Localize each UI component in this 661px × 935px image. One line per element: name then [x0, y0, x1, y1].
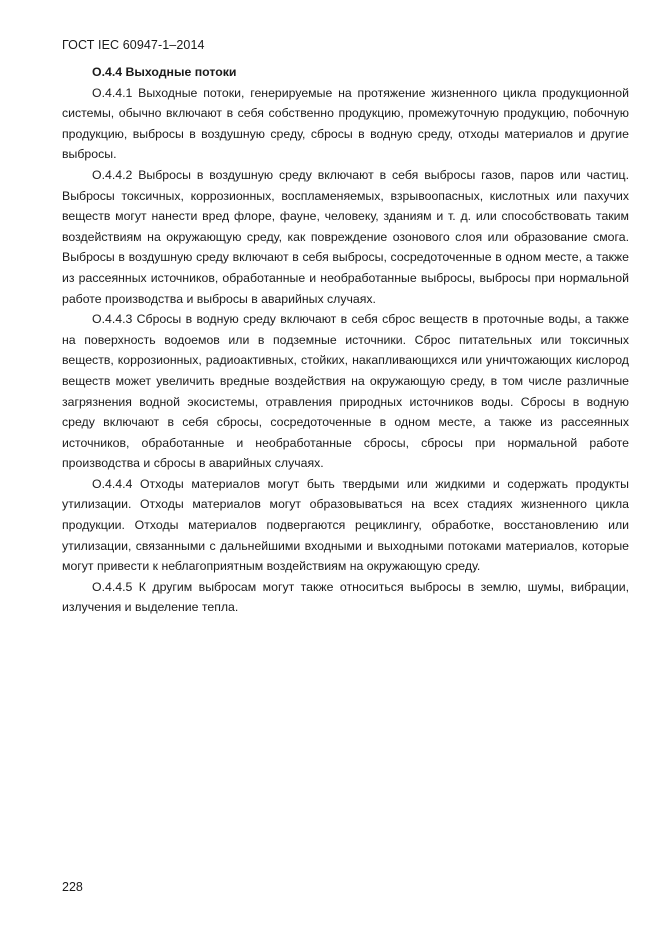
paragraph-o-4-4-1: О.4.4.1 Выходные потоки, генерируемые на протяжение жизненного цикла продукционной системы, обычно включают в себя собственно продукцию, промежуточную продукцию, побочную продукцию, выбросы в воздушную среду, сбросы в водную среду, отходы материалов и другие выбросы. — [62, 85, 629, 162]
paragraph-o-4-4-4: О.4.4.4 Отходы материалов могут быть твердыми или жидкими и содержать продукты утилизации. Отходы материалов могут образовываться на всех стадиях жизненного цикла продукции. Отходы материалов подвергаются рециклингу, обработке, восстановлению или утилизации, связанными с дальнейшими входными и выходными потоками материалов, которые могут привести к неблагоприятным воздействиям на окружающую среду. — [62, 476, 629, 574]
paragraph-o-4-4-3: О.4.4.3 Сбросы в водную среду включают в себя сброс веществ в проточные воды, а также на поверхность водоемов или в подземные источники. Сброс питательных или токсичных веществ, коррозионных, радиоактивных, стойких, накапливающихся или уничтожающих кислород веществ может увеличить вредные воздействия на окружающую среду, в том числе различные загрязнения водной экосистемы, отравления природных источников воды. Сбросы в водную среду включают в себя сбросы, сосредоточенные в одном месте, а также из рассеянных источников, обработанные и необработанные сбросы, сбросы при нормальной работе производства и сбросы в аварийных случаях. — [62, 312, 629, 471]
paragraph-o-4-4-2: О.4.4.2 Выбросы в воздушную среду включают в себя выбросы газов, паров или частиц. Выбросы токсичных, коррозионных, воспламеняемых, взрывоопасных, кислотных или пахучих веществ могут нанести вред флоре, фауне, человеку, зданиям и т. д. или способствовать таким воздействиям на окружающую среду, как повреждение озонового слоя или образование смога. Выбросы в воздушную среду включают в себя выбросы, сосредоточенные в одном месте, а также из рассеянных источников, обработанные и необработанные выбросы, выбросы при нормальной работе производства и выбросы в аварийных случаях. — [62, 167, 629, 306]
document-header: ГОСТ IEC 60947-1–2014 — [62, 38, 205, 52]
page-number: 228 — [62, 880, 83, 894]
paragraph-o-4-4-5: О.4.4.5 К другим выбросам могут также относиться выбросы в землю, шумы, вибрации, излучения и выделение тепла. — [62, 579, 629, 615]
section-title: О.4.4 Выходные потоки — [92, 65, 237, 79]
document-body — [62, 62, 629, 618]
